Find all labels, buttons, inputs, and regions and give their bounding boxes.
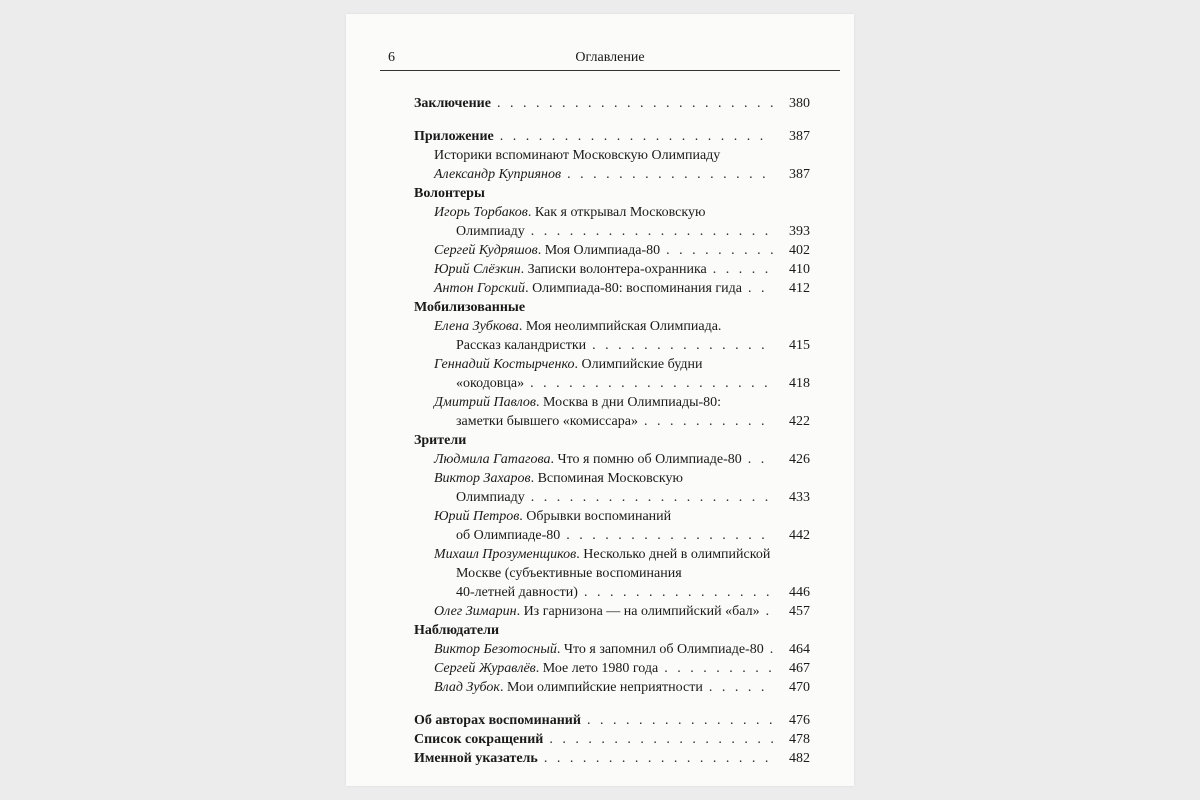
toc-author: Виктор Захаров [434, 471, 531, 486]
toc-text [434, 393, 721, 412]
toc-title: заметки бывшего «комиссара» [456, 414, 638, 429]
toc-leader-dots [644, 412, 773, 431]
toc-text [434, 545, 770, 564]
toc-line [414, 203, 810, 222]
toc-entry[interactable] [414, 711, 810, 730]
toc-entry[interactable] [414, 260, 810, 279]
toc-entry[interactable] [414, 583, 810, 602]
toc-title: . Москва в дни Олимпиады-80: [536, 395, 722, 410]
toc-text [414, 431, 466, 450]
toc-title: . Моя неолимпийская Олимпиада. [518, 319, 722, 334]
toc-page-number: 412 [789, 281, 810, 296]
toc-entry[interactable] [414, 336, 810, 355]
toc-line [414, 469, 810, 488]
toc-line [414, 355, 810, 374]
toc-title: Зрители [414, 433, 467, 448]
toc-entry[interactable] [414, 526, 810, 545]
toc-line [414, 431, 810, 450]
toc-leader-dots [497, 94, 773, 113]
toc-text [434, 317, 721, 336]
toc-title: об Олимпиаде-80 [456, 528, 561, 543]
toc-entry[interactable] [414, 279, 810, 298]
toc-text [434, 659, 658, 678]
toc-title: Олимпиаду [456, 490, 525, 505]
toc-author: Геннадий Костырченко [434, 357, 575, 372]
toc-author: Александр Куприянов [434, 167, 562, 182]
toc-entry[interactable] [414, 488, 810, 507]
toc-title: Олимпиаду [456, 224, 525, 239]
toc-leader-dots [709, 678, 773, 697]
toc-entry[interactable] [414, 374, 810, 393]
toc-page-number: 478 [789, 732, 810, 747]
toc-entry[interactable] [414, 659, 810, 678]
toc-author: Юрий Петров [434, 509, 520, 524]
toc-author: Елена Зубкова [434, 319, 519, 334]
toc-page-number: 442 [789, 528, 810, 543]
toc-text [456, 336, 586, 355]
toc-text [414, 711, 581, 730]
toc-entry[interactable] [414, 412, 810, 431]
toc-author: Антон Горский [434, 281, 526, 296]
toc-entry[interactable] [414, 730, 810, 749]
toc-entry[interactable] [414, 450, 810, 469]
toc-page-number: 387 [789, 167, 810, 182]
toc-text [414, 298, 525, 317]
toc-title: Рассказ каландристки [456, 338, 587, 353]
toc-title: «окодовца» [456, 376, 525, 391]
toc-leader-dots [666, 241, 773, 260]
toc-line [414, 564, 810, 583]
toc-text [434, 450, 742, 469]
toc-entry[interactable] [414, 640, 810, 659]
toc-entry[interactable] [414, 94, 810, 113]
toc-page-number: 415 [789, 338, 810, 353]
toc-line [414, 393, 810, 412]
toc-title: Москве (субъективные воспоминания [456, 566, 682, 581]
toc-title: . Записки волонтера-охранника [520, 262, 707, 277]
table-of-contents [414, 94, 810, 768]
toc-title: Заключение [414, 96, 491, 111]
toc-page-number: 410 [789, 262, 810, 277]
toc-leader-dots [766, 602, 773, 621]
toc-text [434, 241, 660, 260]
toc-text [414, 621, 499, 640]
toc-title: . Как я открывал Московскую [527, 205, 706, 220]
toc-leader-dots [713, 260, 773, 279]
toc-author: Виктор Безотосный [434, 642, 557, 657]
toc-page-number: 393 [789, 224, 810, 239]
toc-page-number: 467 [789, 661, 810, 676]
toc-leader-dots [748, 450, 773, 469]
toc-author: Влад Зубок [434, 680, 500, 695]
toc-entry[interactable] [414, 222, 810, 241]
toc-leader-dots [500, 127, 773, 146]
toc-entry[interactable] [414, 165, 810, 184]
toc-page-number: 418 [789, 376, 810, 391]
toc-author: Михаил Прозуменщиков [434, 547, 577, 562]
toc-line [414, 317, 810, 336]
toc-leader-dots [530, 374, 773, 393]
toc-text [434, 678, 703, 697]
toc-text [434, 165, 561, 184]
toc-page-number: 476 [789, 713, 810, 728]
toc-text [434, 355, 702, 374]
toc-text [456, 412, 638, 431]
toc-leader-dots [592, 336, 773, 355]
toc-page-number: 426 [789, 452, 810, 467]
toc-title: . Мои олимпийские неприятности [499, 680, 703, 695]
toc-gap [414, 697, 810, 711]
toc-title: . Обрывки воспоминаний [519, 509, 672, 524]
toc-leader-dots [531, 488, 773, 507]
toc-title: Мобилизованные [414, 300, 526, 315]
toc-line [414, 545, 810, 564]
toc-page-number: 380 [789, 96, 810, 111]
toc-text [434, 146, 720, 165]
toc-text [434, 203, 705, 222]
toc-author: Олег Зимарин [434, 604, 517, 619]
toc-leader-dots [531, 222, 773, 241]
toc-text [434, 279, 742, 298]
toc-title: . Вспоминая Московскую [530, 471, 683, 486]
toc-author: Игорь Торбаков [434, 205, 528, 220]
toc-text [456, 222, 525, 241]
toc-title: Именной указатель [414, 751, 538, 766]
toc-page-number: 422 [789, 414, 810, 429]
toc-text [434, 469, 683, 488]
toc-page-number: 464 [789, 642, 810, 657]
toc-title: Приложение [414, 129, 494, 144]
toc-line [414, 621, 810, 640]
toc-leader-dots [748, 279, 773, 298]
page-number: 6 [388, 50, 395, 65]
toc-leader-dots [566, 526, 773, 545]
toc-title: . Моя Олимпиада-80 [537, 243, 661, 258]
running-title: Оглавление [575, 50, 645, 65]
toc-leader-dots [587, 711, 773, 730]
toc-title: . Несколько дней в олимпийской [576, 547, 771, 562]
toc-entry[interactable] [414, 678, 810, 697]
toc-text [434, 260, 707, 279]
book-page [346, 14, 854, 786]
toc-page-number: 470 [789, 680, 810, 695]
toc-title: Волонтеры [414, 186, 485, 201]
toc-text [414, 94, 491, 113]
toc-title: Наблюдатели [414, 623, 500, 638]
toc-author: Сергей Журавлёв [434, 661, 536, 676]
toc-gap [414, 113, 810, 127]
toc-text [414, 730, 543, 749]
toc-text [414, 127, 494, 146]
toc-leader-dots [770, 640, 773, 659]
toc-page-number: 387 [789, 129, 810, 144]
toc-title: . Из гарнизона — на олимпийский «бал» [516, 604, 760, 619]
toc-page-number: 446 [789, 585, 810, 600]
toc-line [414, 146, 810, 165]
toc-line [414, 184, 810, 203]
toc-title: Список сокращений [414, 732, 544, 747]
toc-text [414, 749, 538, 768]
toc-entry[interactable] [414, 749, 810, 768]
toc-leader-dots [567, 165, 773, 184]
toc-leader-dots [664, 659, 773, 678]
toc-page-number: 482 [789, 751, 810, 766]
toc-page-number: 402 [789, 243, 810, 258]
toc-author: Людмила Гатагова [434, 452, 551, 467]
toc-text [456, 526, 560, 545]
running-header [380, 48, 840, 71]
toc-text [456, 564, 682, 583]
toc-title: . Олимпиада-80: воспоминания гида [525, 281, 742, 296]
toc-title: . Что я помню об Олимпиаде-80 [550, 452, 742, 467]
toc-text [456, 374, 524, 393]
toc-entry[interactable] [414, 241, 810, 260]
toc-title: . Олимпийские будни [574, 357, 703, 372]
toc-leader-dots [584, 583, 773, 602]
toc-line [414, 298, 810, 317]
toc-text [456, 583, 578, 602]
toc-title: . Что я запомнил об Олимпиаде-80 [556, 642, 764, 657]
toc-title: Об авторах воспоминаний [414, 713, 581, 728]
toc-page-number: 457 [789, 604, 810, 619]
toc-title: 40-летней давности) [456, 585, 578, 600]
toc-leader-dots [544, 749, 773, 768]
toc-leader-dots [549, 730, 773, 749]
toc-entry[interactable] [414, 602, 810, 621]
toc-author: Сергей Кудряшов [434, 243, 538, 258]
toc-title: . Мое лето 1980 года [535, 661, 659, 676]
toc-text [434, 507, 671, 526]
toc-text [434, 602, 760, 621]
toc-title: Историки вспоминают Московскую Олимпиаду [434, 148, 721, 163]
toc-page-number: 433 [789, 490, 810, 505]
toc-author: Дмитрий Павлов [434, 395, 536, 410]
toc-text [414, 184, 485, 203]
toc-line [414, 507, 810, 526]
toc-entry[interactable] [414, 127, 810, 146]
toc-text [434, 640, 764, 659]
toc-text [456, 488, 525, 507]
toc-author: Юрий Слёзкин [434, 262, 521, 277]
